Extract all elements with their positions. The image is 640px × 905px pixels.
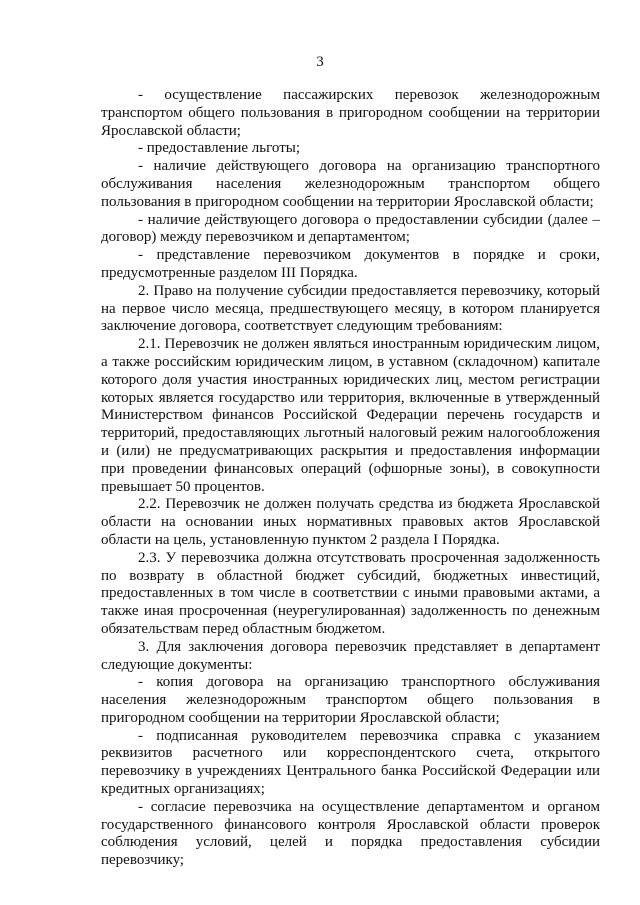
paragraph-bullet-bank-certificate: - подписанная руководителем перевозчика справка с указанием реквизитов расчетного или корреспондентского счета, открытого перевозчику в учреждениях Центрального банка Российской Федерации или кредитных организациях;	[101, 727, 600, 798]
page-number: 3	[316, 54, 324, 70]
paragraph-bullet-contract-copy: - копия договора на организацию транспортного обслуживания населения железнодорожным транспортом общего пользования в пригородном сообщении на территории Ярославской области;	[101, 674, 600, 726]
paragraph-section-2-3: 2.3. У перевозчика должна отсутствовать просроченная задолженность по возврату в областной бюджет субсидий, бюджетных инвестиций, предоставленных в том числе в соответствии с иными правовыми актами, а также иная просроченная (неурегулированная) задолженность по денежным обязательствам перед областным бюджетом.	[101, 549, 600, 637]
paragraph-section-2-2: 2.2. Перевозчик не должен получать средства из бюджета Ярославской области на основании иных нормативных правовых актов Ярославской области на цель, установленную пунктом 2 раздела I Порядка.	[101, 496, 600, 548]
paragraph-bullet-documents: - представление перевозчиком документов в порядке и сроки, предусмотренные разделом III Порядка.	[101, 247, 600, 281]
paragraph-section-2-1: 2.1. Перевозчик не должен являться иностранным юридическим лицом, а также российским юридическим лицом, в уставном (складочном) капитале которого доля участия иностранных юридических лиц, местом регистрации которых является государство или территория, включенные в утвержденный Министерством финансов Российской Федерации перечень государств и территорий, предоставляющих льготный налоговый режим налогообложения и (или) не предусматривающих раскрытия и предоставления информации при проведении финансовых операций (офшорные зоны), в совокупности превышает 50 процентов.	[101, 336, 600, 495]
paragraph-section-2: 2. Право на получение субсидии предоставляется перевозчику, который на первое число месяца, предшествующего месяцу, в котором планируется заключение договора, соответствует следующим требованиям:	[101, 282, 600, 335]
document-body	[101, 87, 600, 870]
paragraph-bullet-benefit: - предоставление льготы;	[138, 140, 300, 157]
paragraph-bullet-passenger-transport: - осуществление пассажирских перевозок железнодорожным транспортом общего пользования в пригородном сообщении на территории Ярославской области;	[101, 87, 600, 139]
paragraph-bullet-consent: - согласие перевозчика на осуществление департаментом и органом государственного финансового контроля Ярославской области проверок соблюдения условий, целей и порядка предоставления субсидии перевозчику;	[101, 798, 600, 869]
paragraph-section-3: 3. Для заключения договора перевозчик представляет в департамент следующие документы:	[101, 638, 600, 673]
paragraph-bullet-subsidy-contract: - наличие действующего договора о предоставлении субсидии (далее – договор) между перевозчиком и департаментом;	[101, 211, 600, 246]
paragraph-bullet-transport-contract: - наличие действующего договора на организацию транспортного обслуживания населения железнодорожным транспортом общего пользования в пригородном сообщении на территории Ярославской области;	[101, 158, 600, 210]
